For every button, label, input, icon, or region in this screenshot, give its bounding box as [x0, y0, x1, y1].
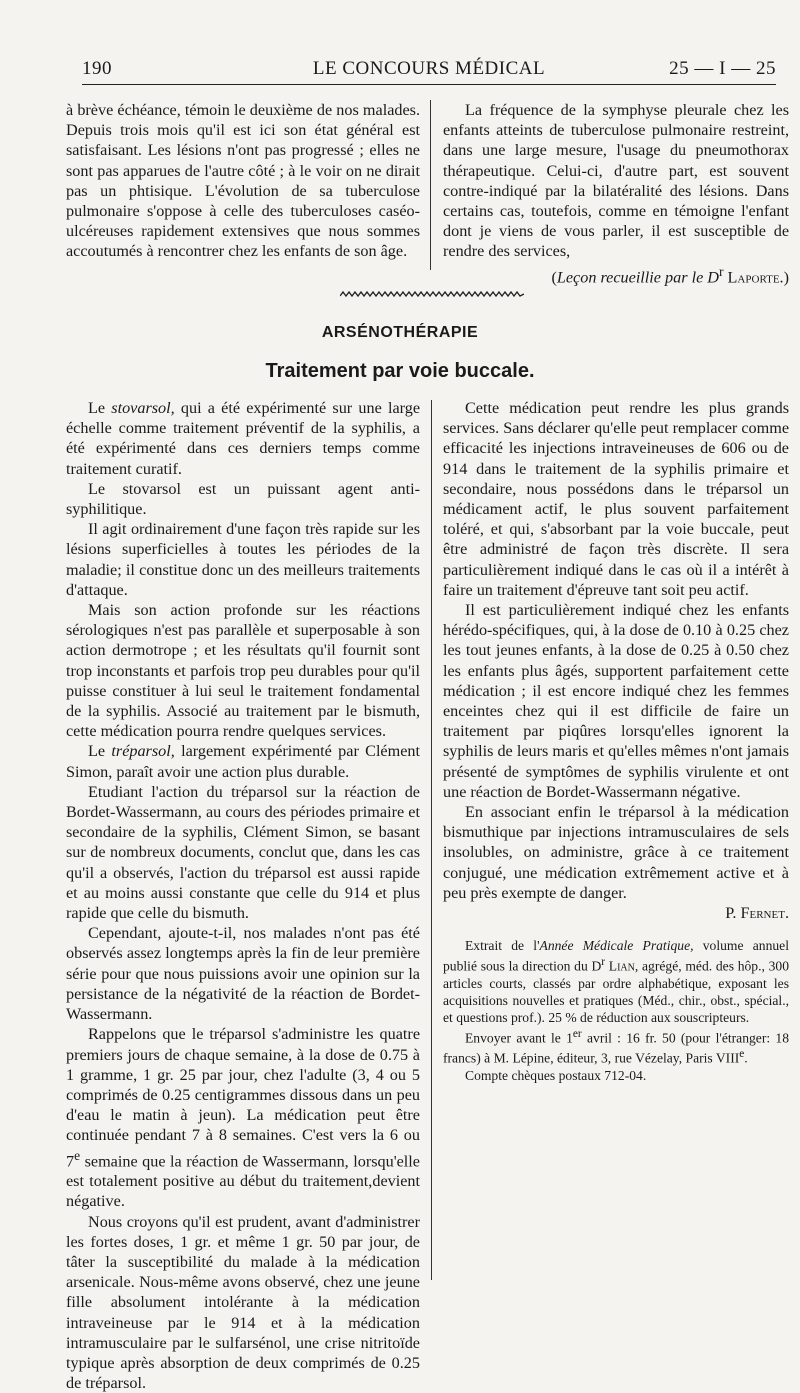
notice-paragraph: Envoyer avant le 1er avril : 16 fr. 50 (pour l'étranger: 18 francs) à M. Lépine, éditeur, 3, rue Vézelay, Paris VIIIe. [443, 1027, 789, 1066]
article-paragraph: Nous croyons qu'il est prudent, avant d'administrer les fortes doses, 1 gr. et même 1 gr. 50 par jour, de tâter la susceptibilité du malade à la médication arsenicale. Nous-même avons observé, chez une jeune fille absolument intolérante à la médication intraveineuse par le 914 et à la médication intramusculaire par le sulfarsénol, une crise nitritoïde typique après absorption de deux comprimés de 0.25 de tréparsol. [66, 1212, 420, 1393]
article-paragraph: Le stovarsol est un puissant agent anti-syphilitique. [66, 479, 420, 519]
article-paragraph: Cette médication peut rendre les plus grands services. Sans déclarer qu'elle peut remplacer comme efficacité les injections intraveineuses de 606 ou de 914 dans le traitement de la syphilis primaire et secondaire, nous possédons dans le tréparsol un médicament actif, le plus souvent parfaitement toléré, et qui, s'absorbant par la voie buccale, peut être administré de façon très discrète. Il sera particulièrement indiqué dans le cas où il a intérêt à faire un traitement d'épreuve tant soit peu actif. [443, 399, 789, 599]
article-left-column [66, 398, 420, 1393]
section-title: ARSÉNOTHÉRAPIE [321, 324, 479, 341]
section-subtitle: Traitement par voie buccale. [265, 360, 535, 382]
previous-article-paragraph: La fréquence de la symphyse pleurale chez les enfants atteints de tuberculose pulmonaire restreint, dans une large mesure, l'usage du pneumothorax thérapeutique. Celui-ci, d'autre part, est souvent contre-indiqué par la bilatéralité des lésions. Dans certains cas, toutefois, comme en témoigne l'enfant dont je viens de vous parler, il est susceptible de rendre des services, [443, 101, 789, 261]
article-right-column [443, 398, 789, 1084]
top-column-rule [430, 100, 431, 270]
previous-article-paragraph: à brève échéance, témoin le deuxième de nos malades. Depuis trois mois qu'il est ici son état général est satisfaisant. Les lésions n'ont pas progressé ; elles ne sont pas apparues de l'autre côté ; à le voir on ne dirait pas un phtisique. L'évolution de sa tuberculose pulmonaire s'oppose à celle des tuberculoses caséo-ulcéreuses rapidement extensives que nous sommes accoutumés à rencontrer chez les enfants de son âge. [66, 101, 420, 261]
running-header [82, 54, 776, 85]
article-paragraph: Le tréparsol, largement expérimenté par Clément Simon, paraît avoir une action plus durable. [66, 742, 420, 781]
previous-article-right [443, 100, 789, 287]
book-notice [443, 937, 789, 1084]
article-paragraph: Cependant, ajoute-t-il, nos malades n'ont pas été observés assez longtemps après la fin de leur première série pour que nous puissions avoir une opinion sur la persistance de la négativité de la réaction de Bordet-Wassermann. [66, 924, 420, 1024]
article-column-rule [431, 400, 432, 1280]
issue-date: 25 — I — 25 [669, 58, 776, 79]
journal-title: LE CONCOURS MÉDICAL [312, 58, 546, 79]
previous-article-left [66, 100, 420, 262]
page-number: 190 [82, 58, 112, 79]
notice-postal-account: Compte chèques postaux 712-04. [465, 1067, 647, 1083]
section-separator-ornament [340, 288, 524, 300]
article-paragraph: Il agit ordinairement d'une façon très rapide sur les lésions superficielles à toutes les périodes de la maladie; il constitue donc un des meilleurs traitements d'attaque. [66, 520, 420, 599]
notice-paragraph: Extrait de l'Année Médicale Pratique, volume annuel publié sous la direction du $D^r$ Lian, agrégé, méd. des hôp., 300 articles courts, classés par ordre alphabétique, exposant les acquisitions nouvelles et pratiques (Méd., chir., obst., spécial., et questions prof.). 25 % de réduction aux souscripteurs. [443, 938, 789, 1025]
article-paragraph: Mais son action profonde sur les réactions sérologiques n'est pas parallèle et superposable à son action dermotrope ; et les résultats qu'il fournit sont trop inconstants et parfois trop peu durables pour qu'il puisse constituer à lui seul le traitement fondamental de la syphilis. Associé au traitement par le bismuth, cette médication pourra rendre quelques services. [66, 601, 420, 741]
lecture-credit: (Leçon recueillie par le $D^r$ Laporte.) [551, 263, 789, 287]
article-paragraph: Le stovarsol, qui a été expérimenté sur une large échelle comme traitement préventif de la syphilis, a été expérimenté dans ces derniers temps comme traitement curatif. [66, 399, 421, 478]
article-paragraph: En associant enfin le tréparsol à la médication bismuthique par injections intramusculaires de sels insolubles, on administre, grâce à ce traitement conjugué, une médication extrêmement active et à peu près exempte de danger. [443, 803, 789, 902]
article-paragraph: Rappelons que le tréparsol s'administre les quatre premiers jours de chaque semaine, à la dose de 0.75 à 1 gramme, 1 gr. 25 par jour, chez l'adulte (3, 4 ou 5 comprimés de 0.25 centigrammes dissous dans un peu d'eau le matin à jeun). La médication peut être continuée pendant 7 à 8 semaines. C'est vers la 6 ou 7e semaine que la réaction de Wassermann, lorsqu'elle est totalement positive au début du traitement,devient négative. [66, 1025, 420, 1211]
article-paragraph: Il est particulièrement indiqué chez les enfants hérédo-spécifiques, qui, à la dose de 0.10 à 0.25 chez les tout jeunes enfants, à la dose de 0.25 à 0.50 chez les enfants plus âgés, supportent parfaitement cette médication ; il est encore indiqué chez les femmes enceintes chez qui il est difficile de faire un traitement par piqûres lorsqu'elles ignorent la syphilis de leurs maris et qu'elles mêmes n'ont jamais présenté de symptômes de syphilis virulente et ont une réaction de Bordet-Wassermann négative. [443, 601, 789, 801]
article-paragraph: Etudiant l'action du tréparsol sur la réaction de Bordet-Wassermann, au cours des périodes primaire et secondaire de la syphilis, Clément Simon, se basant sur de nombreux documents, conclut que, dans les cas qu'il a observés, l'action du tréparsol est aussi rapide et au moins aussi constante que celle du 914 et plus rapide que celle du bismuth. [66, 782, 420, 923]
article-signature: P. Fernet. [725, 904, 789, 923]
